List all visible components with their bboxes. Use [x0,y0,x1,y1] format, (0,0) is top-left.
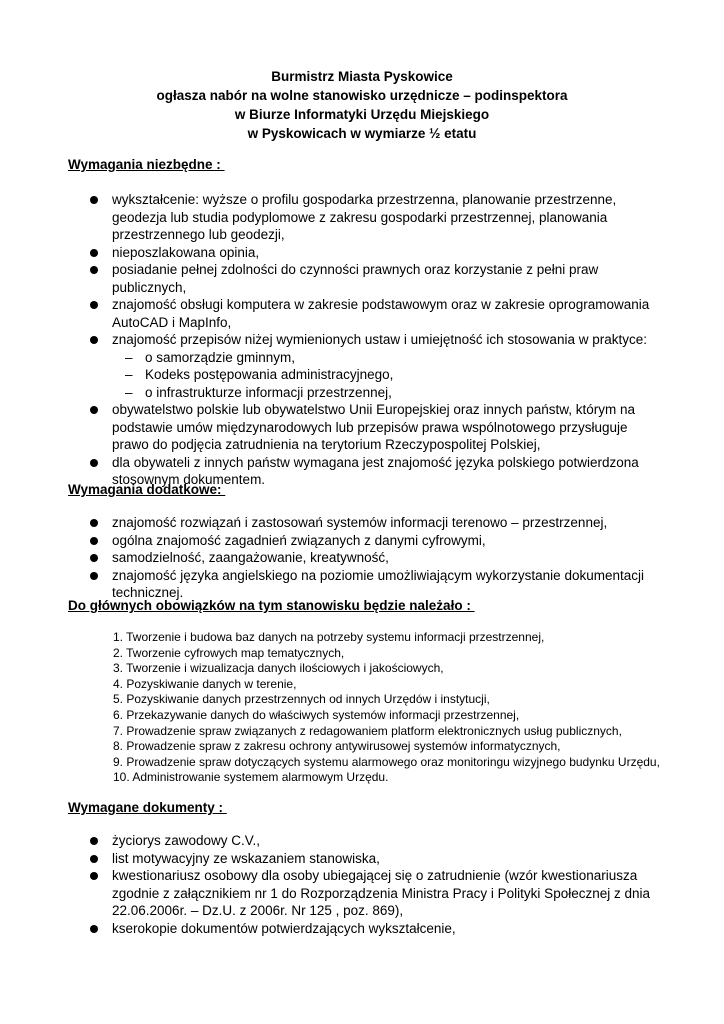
list-item: 6. Przekazywanie danych do właściwych systemów informacji przestrzennej, [113,707,520,722]
dash-icon: – [125,367,133,382]
bullet-icon [90,336,98,344]
list-item: znajomość rozwiązań i zastosowań systemów informacji terenowo – przestrzennej, [0,514,652,532]
duties-list [0,630,660,786]
header-line-4: w Pyskowicach w wymiarze ½ etatu [247,126,477,141]
list-item: samodzielność, zaangażowanie, kreatywność, [0,549,652,567]
list-item: 9. Prowadzenie spraw dotyczących systemu alarmowego oraz monitoringu wizyjnego budynku Urzędu, [113,754,660,769]
bullet-icon [90,459,98,467]
header-line-2: ogłasza nabór na wolne stanowisko urzędnicze – podinspektora [156,88,568,103]
laws-sublist [112,349,652,402]
list-item: obywatelstwo polskie lub obywatelstwo Unii Europejskiej oraz innych państw, którym na podstawie umów międzynarodowych lub przepisów prawa wspólnotowego przysługuje prawo do podjęcia zatrudnienia na terytorium Rzeczypospolitej Polskiej, [0,401,652,454]
duties-heading: Do głównych obowiązków na tym stanowisku będzie należało : [68,598,475,613]
bullet-icon [90,855,98,863]
header-line-3: w Biurze Informatyki Urzędu Miejskiego [234,107,490,122]
bullet-icon [90,301,98,309]
additional-list [0,514,672,602]
list-item: ogólna znajomość zagadnień związanych z danymi cyfrowymi, [0,532,652,550]
documents-heading: Wymagane dokumenty : [68,800,227,815]
announcement-header [0,67,724,143]
list-item: 1. Tworzenie i budowa baz danych na potrzeby systemu informacji przestrzennej, [113,630,545,644]
list-item: znajomość obsługi komputera w zakresie podstawowym oraz w zakresie oprogramowania AutoCAD i MapInfo, [0,296,652,331]
required-heading: Wymagania niezbędne : [68,157,225,172]
list-item: nieposzlakowana opinia, [0,244,652,262]
list-item: znajomość przepisów niżej wymienionych ustaw i umiejętność ich stosowania w praktyce: – o samorządzie gminnym, – Kodeks postępowania administracyjnego, – o infrastrukturze informacji przestrzennej, [0,331,652,401]
list-item: 7. Prowadzenie spraw związanych z redagowaniem platform elektronicznych usług publicznych, [113,723,622,738]
list-item: 10. Administrowanie systemem alarmowym Urzędu. [113,770,389,785]
sub-list-item: – Kodeks postępowania administracyjnego, [125,367,394,382]
bullet-icon [90,537,98,545]
sub-list-item: – o infrastrukturze informacji przestrzennej, [125,384,392,400]
list-item: wykształcenie: wyższe o profilu gospodarka przestrzenna, planowanie przestrzenne, geodezja lub studia podyplomowe z zakresu gospodarki przestrzennej, planowania przestrzennego lub geodezji, [0,191,652,244]
list-item: 3. Tworzenie i wizualizacja danych ilościowych i jakościowych, [113,661,444,676]
bullet-icon [90,406,98,414]
bullet-icon [90,266,98,274]
dash-icon: – [125,349,133,365]
list-item: list motywacyjny ze wskazaniem stanowiska, [0,850,652,868]
bullet-icon [90,519,98,527]
required-list [0,191,652,489]
list-item: kserokopie dokumentów potwierdzających wykształcenie, [0,920,652,938]
bullet-icon [90,196,98,204]
list-item: znajomość języka angielskiego na poziomie umożliwiającym wykorzystanie dokumentacji technicznej. [0,567,672,602]
list-item: życiorys zawodowy C.V., [0,832,652,850]
sub-list-item: – o samorządzie gminnym, [125,349,296,365]
additional-heading: Wymagania dodatkowe: [68,482,226,497]
list-item: 8. Prowadzenie spraw z zakresu ochrony antywirusowej systemów informatycznych, [113,739,561,754]
bullet-icon [90,837,98,845]
dash-icon: – [125,384,133,400]
list-item: 2. Tworzenie cyfrowych map tematycznych, [113,645,345,660]
list-item: kwestionariusz osobowy dla osoby ubiegającej się o zatrudnienie (wzór kwestionariusza zgodnie z załącznikiem nr 1 do Rozporządzenia Ministra Pracy i Polityki Społecznej z dnia 22.06.2006r. – Dz.U. z 2006r. Nr 125 , poz. 869), [0,867,652,920]
header-line-1: Burmistrz Miasta Pyskowice [271,69,453,84]
bullet-icon [90,554,98,562]
bullet-icon [90,872,98,880]
bullet-icon [90,925,98,933]
list-item: posiadanie pełnej zdolności do czynności prawnych oraz korzystanie z pełni praw publicznych, [0,261,652,296]
bullet-icon [90,572,98,580]
list-item: 5. Pozyskiwanie danych przestrzennych od innych Urzędów i instytucji, [113,692,490,707]
bullet-icon [90,249,98,257]
documents-list [0,832,652,937]
list-item: dla obywateli z innych państw wymagana jest znajomość języka polskiego potwierdzona stosownym dokumentem. [0,454,652,489]
list-item: 4. Pozyskiwanie danych w terenie, [113,676,297,691]
